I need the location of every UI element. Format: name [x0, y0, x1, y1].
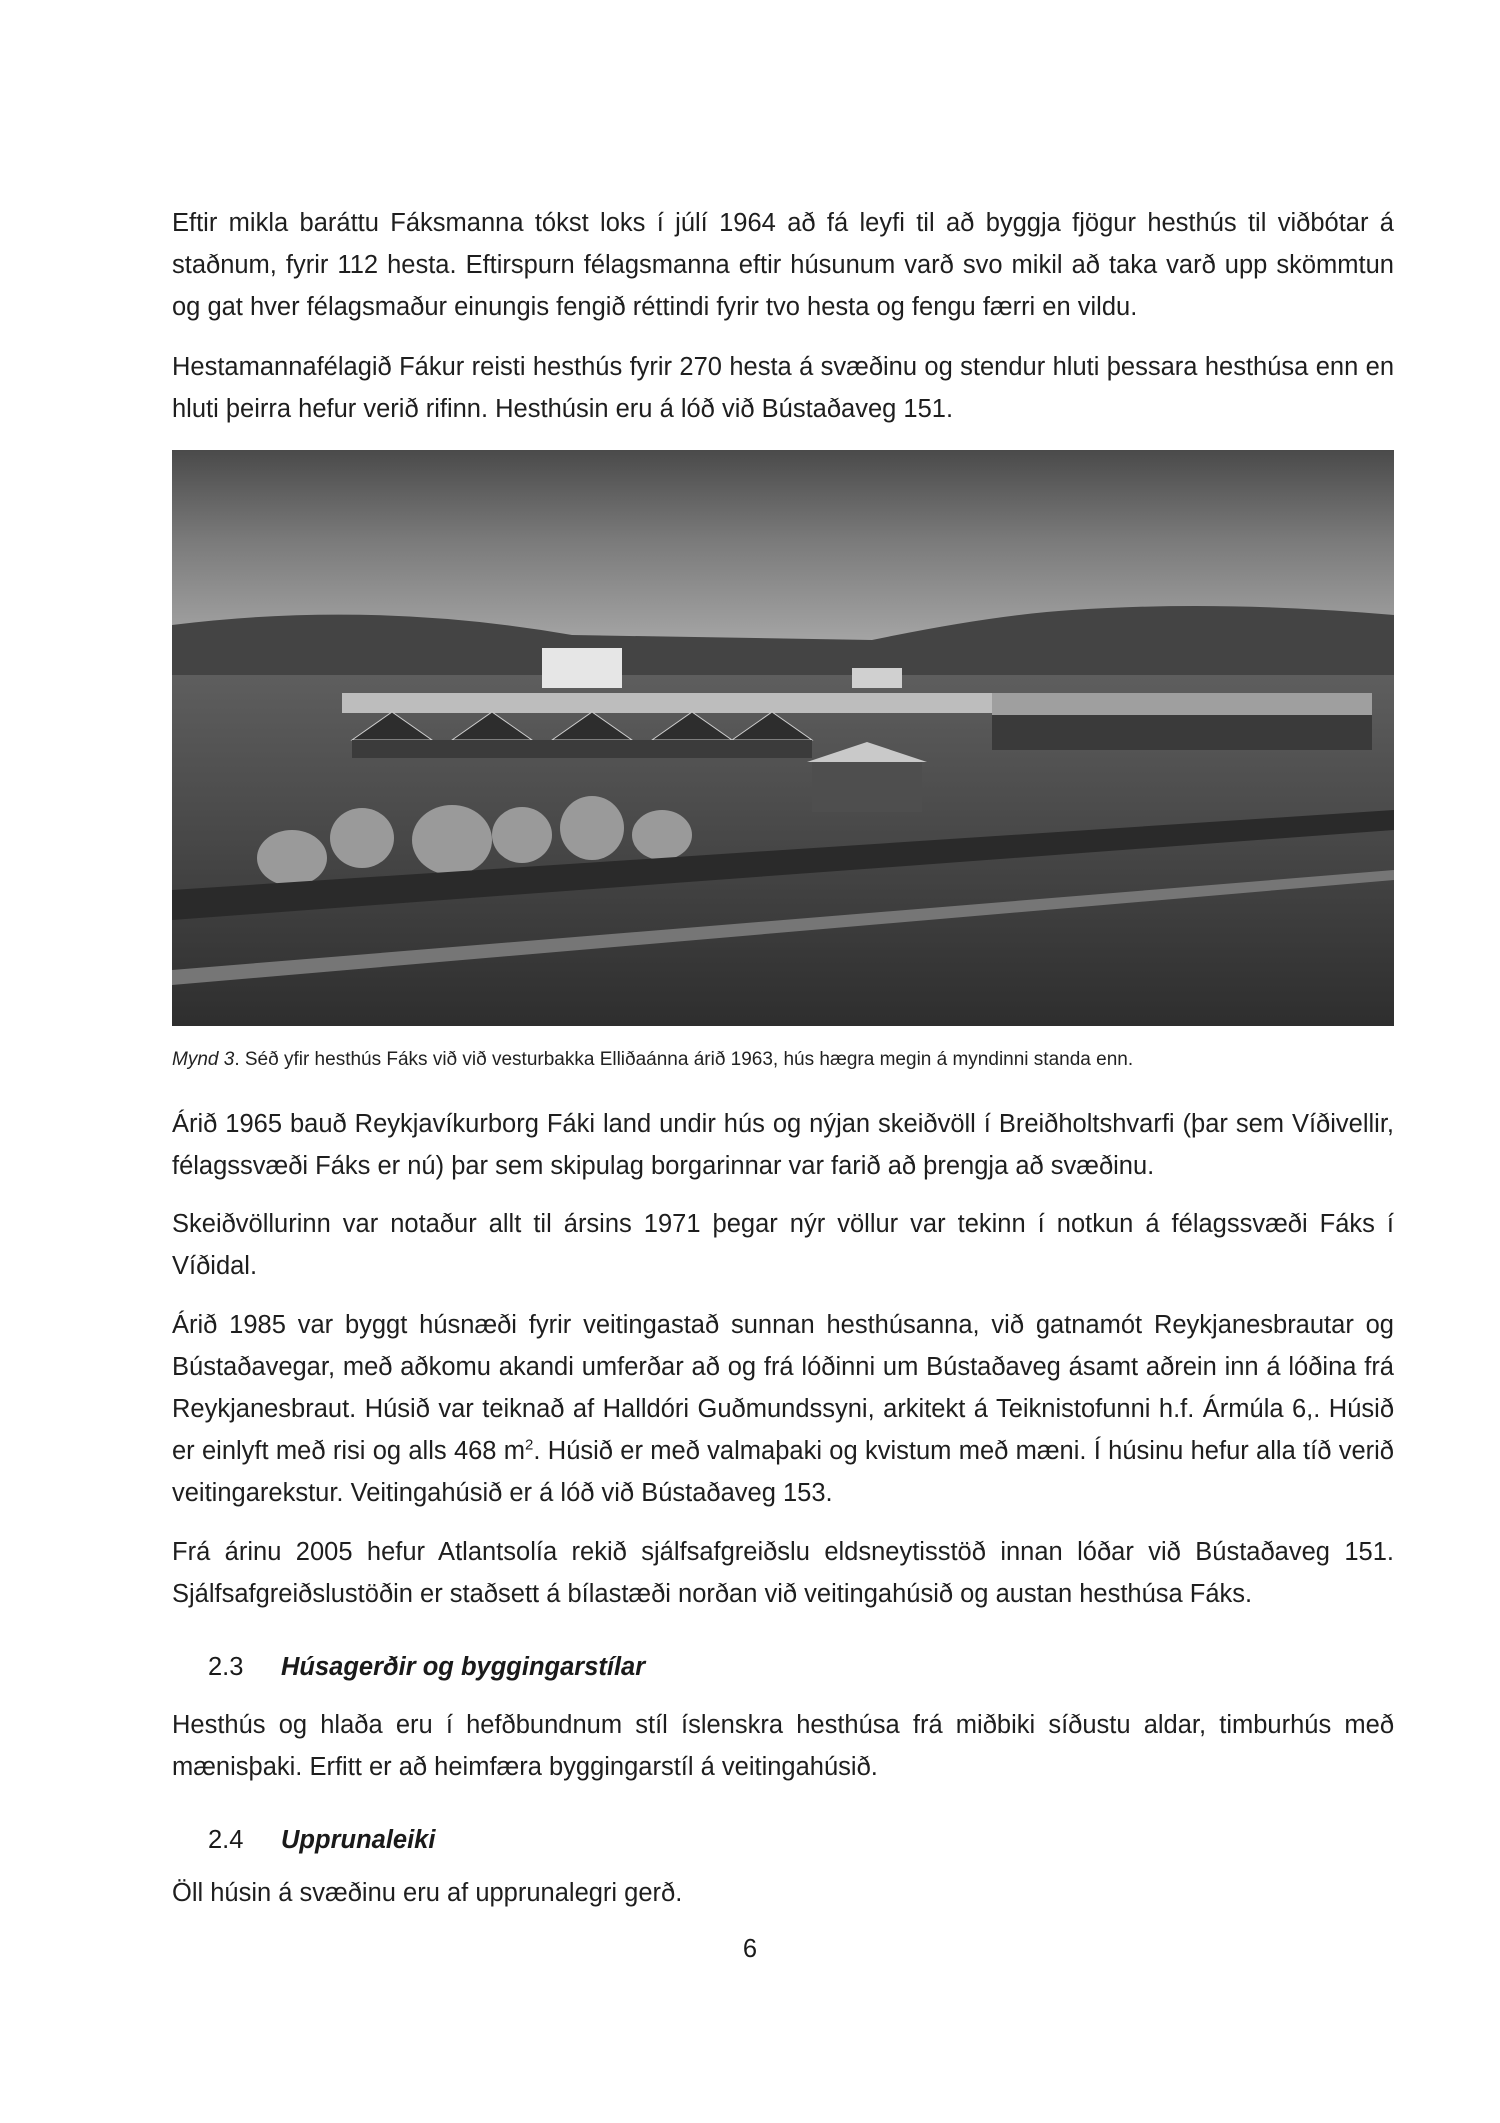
section-text-2-3: Hesthús og hlaða eru í hefðbundnum stíl íslenskra hesthúsa frá miðbiki síðustu aldar, timburhús með mænisþaki. Erfitt er að heimfæra byggingarstíl á veitingahúsið. — [172, 1711, 1394, 1781]
figure-label: Mynd 3 — [172, 1049, 235, 1070]
historic-photo-stables — [172, 450, 1394, 1026]
section-title: Húsagerðir og byggingarstílar — [281, 1653, 646, 1681]
section-heading-2-4 — [208, 1822, 435, 1858]
paragraph-1985 — [172, 1304, 1394, 1514]
section-text-2-4: Öll húsin á svæðinu eru af upprunalegri gerð. — [172, 1879, 683, 1907]
section-number: 2.4 — [208, 1826, 244, 1854]
figure-caption — [172, 1047, 1394, 1073]
paragraph-1964: Eftir mikla baráttu Fáksmanna tókst loks í júlí 1964 að fá leyfi til að byggja fjögur hesthús til viðbótar á staðnum, fyrir 112 hesta. Eftirspurn félagsmanna eftir húsunum varð svo mikil að taka varð upp skömmtun og gat hver félagsmaður einungis fengið réttindi fyrir tvo hesta og fengu færri en vildu. — [172, 209, 1394, 321]
paragraph-2005: Frá árinu 2005 hefur Atlantsolía rekið sjálfsafgreiðslu eldsneytisstöð innan lóðar við Bústaðaveg 151. Sjálfsafgreiðslustöðin er staðsett á bílastæði norðan við veitingahúsið og austan hesthúsa Fáks. — [172, 1538, 1394, 1608]
section-heading-2-3 — [208, 1649, 645, 1685]
section-title: Upprunaleiki — [281, 1826, 436, 1854]
superscript: 2 — [525, 1436, 534, 1454]
paragraph-1985-part1: Árið 1985 var byggt húsnæði fyrir veitingastað sunnan hesthúsanna, við gatnamót Reykjanesbrautar og Bústaðavegar, með aðkomu akandi umferðar að og frá lóðinni um Bústaðaveg ásamt aðrein inn á lóðina frá Reykjanesbraut. Húsið var teiknað af Halldóri Guðmundssyni, arkitekt á Teiknistofunni h.f. Ármúla 6,. Húsið er einlyft með risi og alls 468 m — [172, 1311, 1394, 1465]
paragraph-1985-part2: . Húsið er með valmaþaki og kvistum með mæni. Í húsinu hefur alla tíð verið veitingarekstur. Veitingahúsið er á lóð við Bústaðaveg 153. — [172, 1437, 1394, 1507]
paragraph-1965: Árið 1965 bauð Reykjavíkurborg Fáki land undir hús og nýjan skeiðvöll í Breiðholtshvarfi (þar sem Víðivellir, félagssvæði Fáks er nú) þar sem skipulag borgarinnar var farið að þrengja að svæðinu. — [172, 1110, 1394, 1180]
paragraph-fakur-stables: Hestamannafélagið Fákur reisti hesthús fyrir 270 hesta á svæðinu og stendur hluti þessara hesthúsa enn en hluti þeirra hefur verið rifinn. Hesthúsin eru á lóð við Bústaðaveg 151. — [172, 353, 1394, 423]
section-number: 2.3 — [208, 1653, 244, 1681]
figure-caption-text: . Séð yfir hesthús Fáks við við vesturbakka Elliðaánna árið 1963, hús hægra megin á myndinni standa enn. — [234, 1049, 1134, 1070]
paragraph-1971: Skeiðvöllurinn var notaður allt til ársins 1971 þegar nýr völlur var tekinn í notkun á félagssvæði Fáks í Víðidal. — [172, 1210, 1394, 1280]
photo-illustration — [172, 450, 1394, 1026]
page-number: 6 — [742, 1935, 758, 1963]
